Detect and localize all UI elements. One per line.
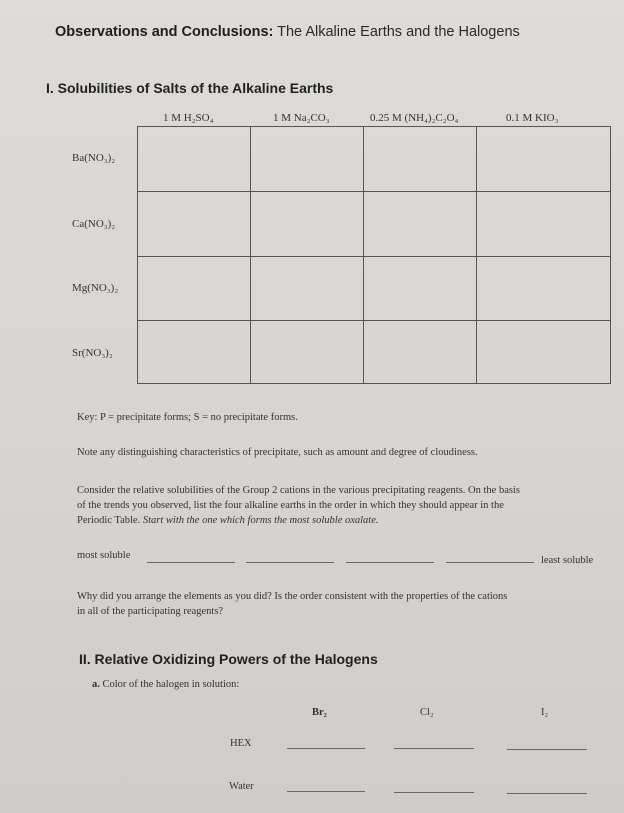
column-header-kio3: 0.1 M KIO₃ — [506, 112, 559, 124]
key-text: Key: P = precipitate forms; S = no precipitate forms. — [77, 412, 298, 423]
rank-blank-1[interactable] — [147, 562, 235, 563]
why-line-2: in all of the participating reagents? — [77, 606, 224, 617]
page-title-bold: Observations and Conclusions: — [55, 24, 274, 40]
solvent-label-water: Water — [229, 781, 254, 792]
row-label-calcium: Ca(NO₃)₂ — [72, 218, 116, 230]
item-a — [92, 678, 239, 692]
row-label-strontium: Sr(NO₃)₂ — [72, 347, 113, 359]
column-header-na2co3: 1 M Na₂CO₃ — [273, 112, 330, 124]
consider-line-3-italic: Start with the one which forms the most soluble oxalate. — [142, 515, 379, 526]
water-br2-blank[interactable] — [287, 791, 365, 792]
row-label-barium: Ba(NO₃)₂ — [72, 152, 116, 164]
page-title — [55, 24, 520, 40]
water-i2-blank[interactable] — [507, 793, 587, 794]
column-header-oxalate: 0.25 M (NH₄)₂C₂O₄ — [370, 112, 459, 124]
solubility-table — [137, 126, 611, 384]
hex-br2-blank[interactable] — [287, 748, 365, 749]
consider-line-1: Consider the relative solubilities of the Group 2 cations in the various precipitating reagents. On the basis — [77, 485, 520, 496]
section1-heading: I. Solubilities of Salts of the Alkaline Earths — [46, 80, 334, 96]
rank-blank-2[interactable] — [246, 562, 334, 563]
item-a-text: Color of the halogen in solution: — [102, 679, 240, 690]
halogen-header-cl2: Cl₂ — [420, 707, 434, 718]
halogen-header-i2: I₂ — [541, 707, 549, 718]
table-column-divider — [250, 127, 251, 383]
table-column-divider — [363, 127, 364, 383]
item-a-label: a. — [92, 679, 100, 690]
most-soluble-label: most soluble — [77, 550, 131, 561]
rank-blank-4[interactable] — [446, 562, 534, 563]
consider-line-3 — [77, 514, 379, 528]
page-title-rest: The Alkaline Earths and the Halogens — [277, 24, 520, 40]
least-soluble-label: least soluble — [541, 555, 594, 566]
water-cl2-blank[interactable] — [394, 792, 474, 793]
rank-blank-3[interactable] — [346, 562, 434, 563]
solvent-label-hex: HEX — [230, 738, 252, 749]
table-column-divider — [476, 127, 477, 383]
hex-cl2-blank[interactable] — [394, 748, 474, 749]
note-text: Note any distinguishing characteristics of precipitate, such as amount and degree of cloudiness. — [77, 447, 478, 458]
halogen-header-br2: Br₂ — [312, 707, 327, 718]
consider-line-3-normal: Periodic Table. — [77, 515, 141, 526]
row-label-magnesium: Mg(NO₃)₂ — [72, 282, 119, 294]
why-line-1: Why did you arrange the elements as you did? Is the order consistent with the properties of the cations — [77, 591, 508, 602]
table-row-divider — [138, 320, 610, 321]
section2-heading: II. Relative Oxidizing Powers of the Halogens — [79, 651, 378, 667]
column-header-h2so4: 1 M H₂SO₄ — [163, 112, 214, 124]
hex-i2-blank[interactable] — [507, 749, 587, 750]
table-row-divider — [138, 256, 610, 257]
consider-line-2: of the trends you observed, list the four alkaline earths in the order in which they should appear in the — [77, 500, 504, 511]
table-row-divider — [138, 191, 610, 192]
